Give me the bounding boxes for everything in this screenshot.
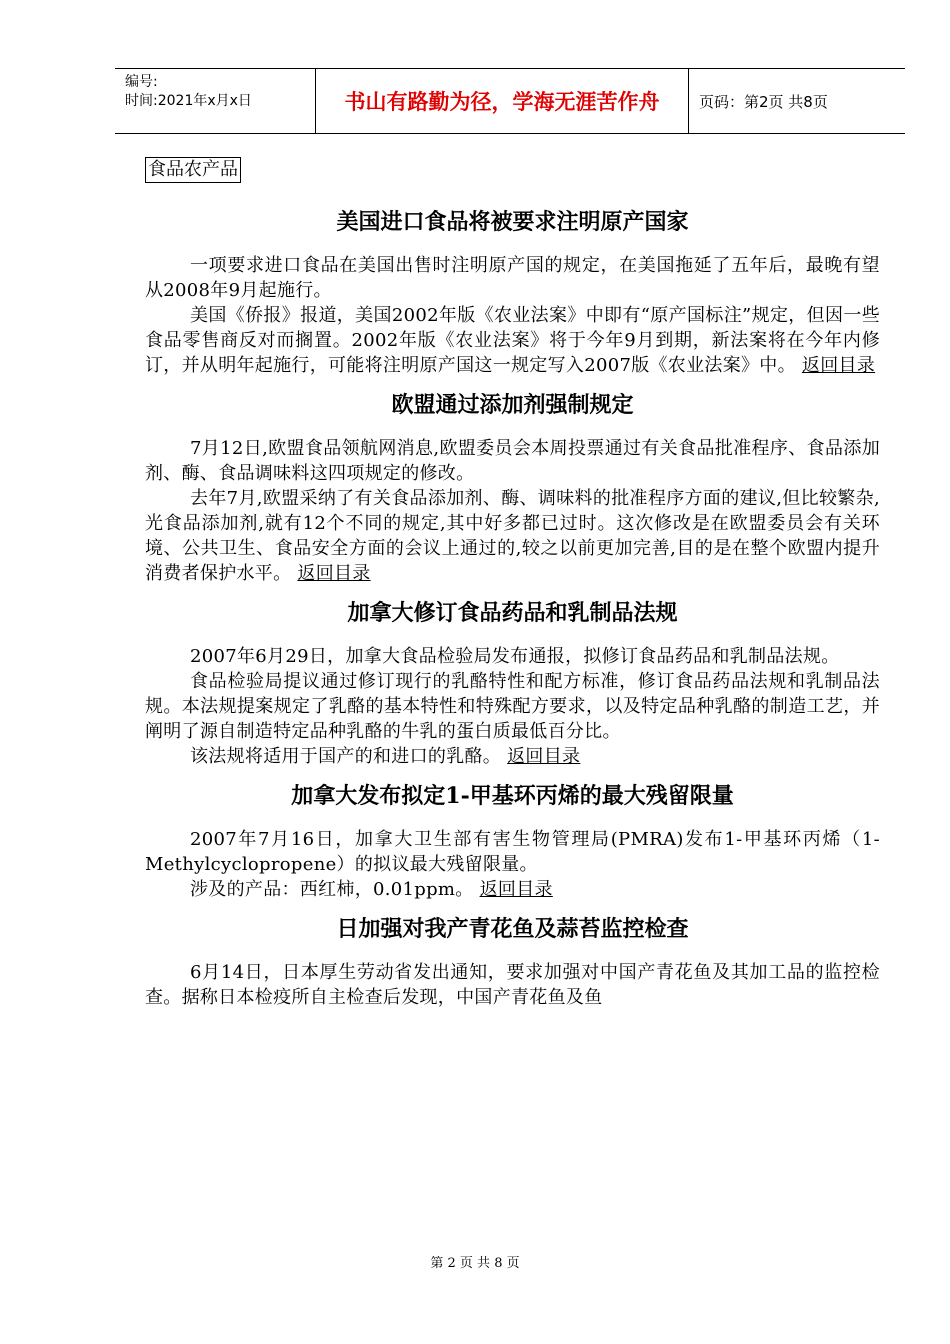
- back-to-toc-link[interactable]: 返回目录: [479, 879, 553, 900]
- header-meta: [115, 69, 316, 133]
- article-title: 美国进口食品将被要求注明原产国家: [336, 209, 689, 235]
- article-canada-dairy: [145, 598, 880, 769]
- article-paragraph-text: 美国《侨报》报道，美国2002年版《农业法案》中即有“原产国标注”规定，但因一些食品零售商反对而搁置。2002年版《农业法案》将于今年9月到期，新法案将在今年内修订，并从明年起施行，可能将注明原产国这一规定写入2007版《农业法案》中。: [145, 305, 880, 376]
- back-to-toc-link[interactable]: 返回目录: [801, 355, 876, 376]
- article-paragraph-text: 去年7月,欧盟采纳了有关食品添加剂、酶、调味料的批准程序方面的建议,但比较繁杂,光食品添加剂,就有12个不同的规定,其中好多都已过时。这次修改是在欧盟委员会有关环境、公共卫生、食品安全方面的会议上通过的,较之以前更加完善,目的是在整个欧盟内提升消费者保护水平。: [145, 488, 880, 584]
- page-footer: 第 2 页 共 8 页: [430, 1256, 520, 1271]
- article-canada-mcp: [145, 781, 880, 902]
- article-paragraph: [145, 744, 880, 769]
- article-paragraph-text: 该法规将适用于国产的和进口的乳酪。: [190, 746, 502, 767]
- document-body: [145, 157, 880, 1022]
- article-paragraph: [145, 486, 880, 586]
- article-paragraph: 一项要求进口食品在美国出售时注明原产国的规定，在美国拖延了五年后，最晚有望从2008年9月起施行。: [145, 255, 880, 301]
- header-motto: 书山有路勤为径，学海无涯苦作舟: [316, 69, 689, 133]
- page-header: [115, 68, 905, 134]
- article-title: 欧盟通过添加剂强制规定: [391, 392, 634, 418]
- article-eu-additives: [145, 390, 880, 586]
- article-paragraph: [145, 877, 880, 902]
- category-label: 食品农产品: [145, 157, 241, 183]
- article-title: 加拿大发布拟定1-甲基环丙烯的最大残留限量: [291, 783, 734, 809]
- article-paragraph: 2007年6月29日，加拿大食品检验局发布通报，拟修订食品药品和乳制品法规。: [190, 646, 840, 667]
- article-title: 日加强对我产青花鱼及蒜苔监控检查: [336, 916, 689, 942]
- article-paragraph: 食品检验局提议通过修订现行的乳酪特性和配方标准，修订食品药品法规和乳制品法规。本法规提案规定了乳酪的基本特性和特殊配方要求，以及特定品种乳酪的制造工艺，并阐明了源自制造特定品种乳酪的牛乳的蛋白质最低百分比。: [145, 671, 880, 742]
- back-to-toc-link[interactable]: 返回目录: [507, 746, 581, 767]
- header-number-label: 编号:: [125, 74, 158, 90]
- article-japan-mackerel: [145, 914, 880, 1010]
- article-us-origin: [145, 207, 880, 378]
- header-time-label: 时间:2021年x月x日: [125, 93, 252, 109]
- article-title: 加拿大修订食品药品和乳制品法规: [347, 600, 678, 626]
- article-paragraph: 7月12日,欧盟食品领航网消息,欧盟委员会本周投票通过有关食品批准程序、食品添加剂、酶、食品调味料这四项规定的修改。: [145, 438, 880, 484]
- article-paragraph: 6月14日，日本厚生劳动省发出通知，要求加强对中国产青花鱼及其加工品的监控检查。据称日本检疫所自主检查后发现，中国产青花鱼及鱼: [145, 962, 880, 1008]
- article-paragraph: 2007年7月16日，加拿大卫生部有害生物管理局(PMRA)发布1-甲基环丙烯（1-Methylcyclopropene）的拟议最大残留限量。: [145, 829, 880, 875]
- header-page-info: 页码：第2页 共8页: [699, 92, 828, 111]
- article-paragraph-text: 涉及的产品：西红柿，0.01ppm。: [190, 879, 474, 900]
- article-paragraph: [145, 303, 880, 378]
- back-to-toc-link[interactable]: 返回目录: [297, 563, 371, 584]
